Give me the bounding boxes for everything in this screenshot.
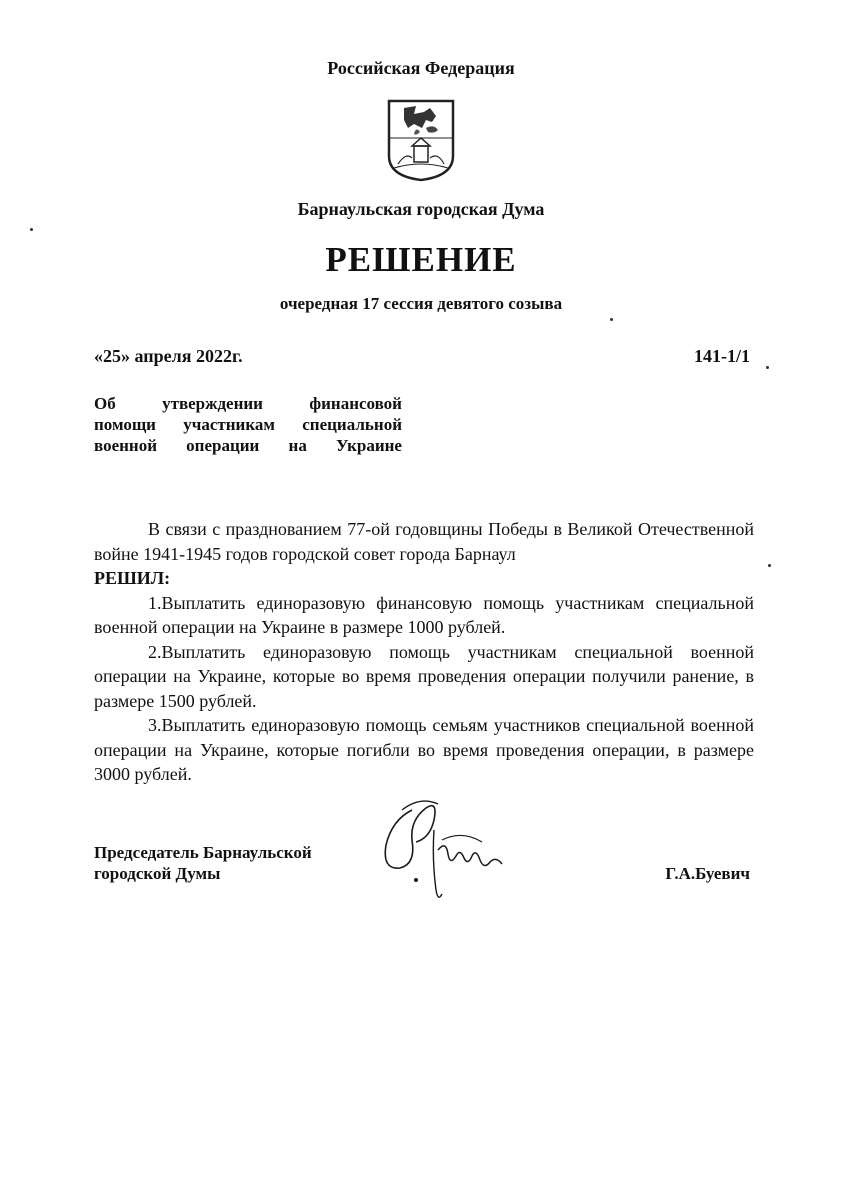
session-subtitle: очередная 17 сессия девятого созыва (279, 294, 563, 313)
subject-word: утверждении (162, 394, 263, 413)
decision-item-3: 3.Выплатить единоразовую помощь семьям участников специальной военной операции на Украине, которые погибли во время проведения операции, в размере 3000 рублей. (94, 715, 754, 784)
subject-word: специальной (302, 415, 402, 434)
subject-line-1 (94, 393, 402, 414)
decision-body (94, 517, 754, 787)
subject-word: на (288, 436, 307, 455)
subject-line-3 (94, 435, 402, 456)
signer-title-line-2: городской Думы (94, 864, 221, 883)
decision-item-2: 2.Выплатить единоразовую помощь участникам специальной военной операции на Украине, которые во время проведения операции получили ранение, в размере 1500 рублей. (94, 641, 754, 711)
decision-item-1: 1.Выплатить единоразовую финансовую помощь участникам специальной военной операции на Украине в размере 1000 рублей. (94, 592, 754, 637)
barnaul-coat-of-arms-icon (386, 98, 456, 182)
document-date: «25» апреля 2022г. (94, 346, 243, 366)
subject-word: операции (186, 436, 260, 455)
decided-label: РЕШИЛ: (94, 568, 171, 588)
intro-paragraph: В связи с празднованием 77-ой годовщины Победы в Великой Отечественной войне 1941-1945 годов городской совет города Барнаул (94, 519, 754, 564)
subject-word: военной (94, 436, 157, 455)
scan-speck (766, 366, 769, 369)
signer-title (94, 842, 312, 884)
handwritten-signature-icon (372, 790, 512, 910)
scan-speck (768, 564, 771, 567)
subject-word: Украине (336, 436, 402, 455)
authority-name: Барнаульская городская Дума (297, 199, 545, 219)
subject-word: помощи (94, 415, 156, 434)
subject-word: участникам (183, 415, 275, 434)
subject-line-2 (94, 414, 402, 435)
signer-title-line-1: Председатель Барнаульской (94, 843, 312, 862)
document-number: 141-1/1 (694, 346, 750, 366)
subject-word: Об (94, 394, 116, 413)
signer-name: Г.А.Буевич (665, 864, 750, 883)
scan-speck (30, 228, 33, 231)
subject-word: финансовой (309, 394, 402, 413)
country-heading: Российская Федерация (327, 58, 515, 78)
document-subject (94, 393, 402, 456)
document-type-title: РЕШЕНИЕ (325, 240, 517, 279)
scan-speck (610, 318, 613, 321)
